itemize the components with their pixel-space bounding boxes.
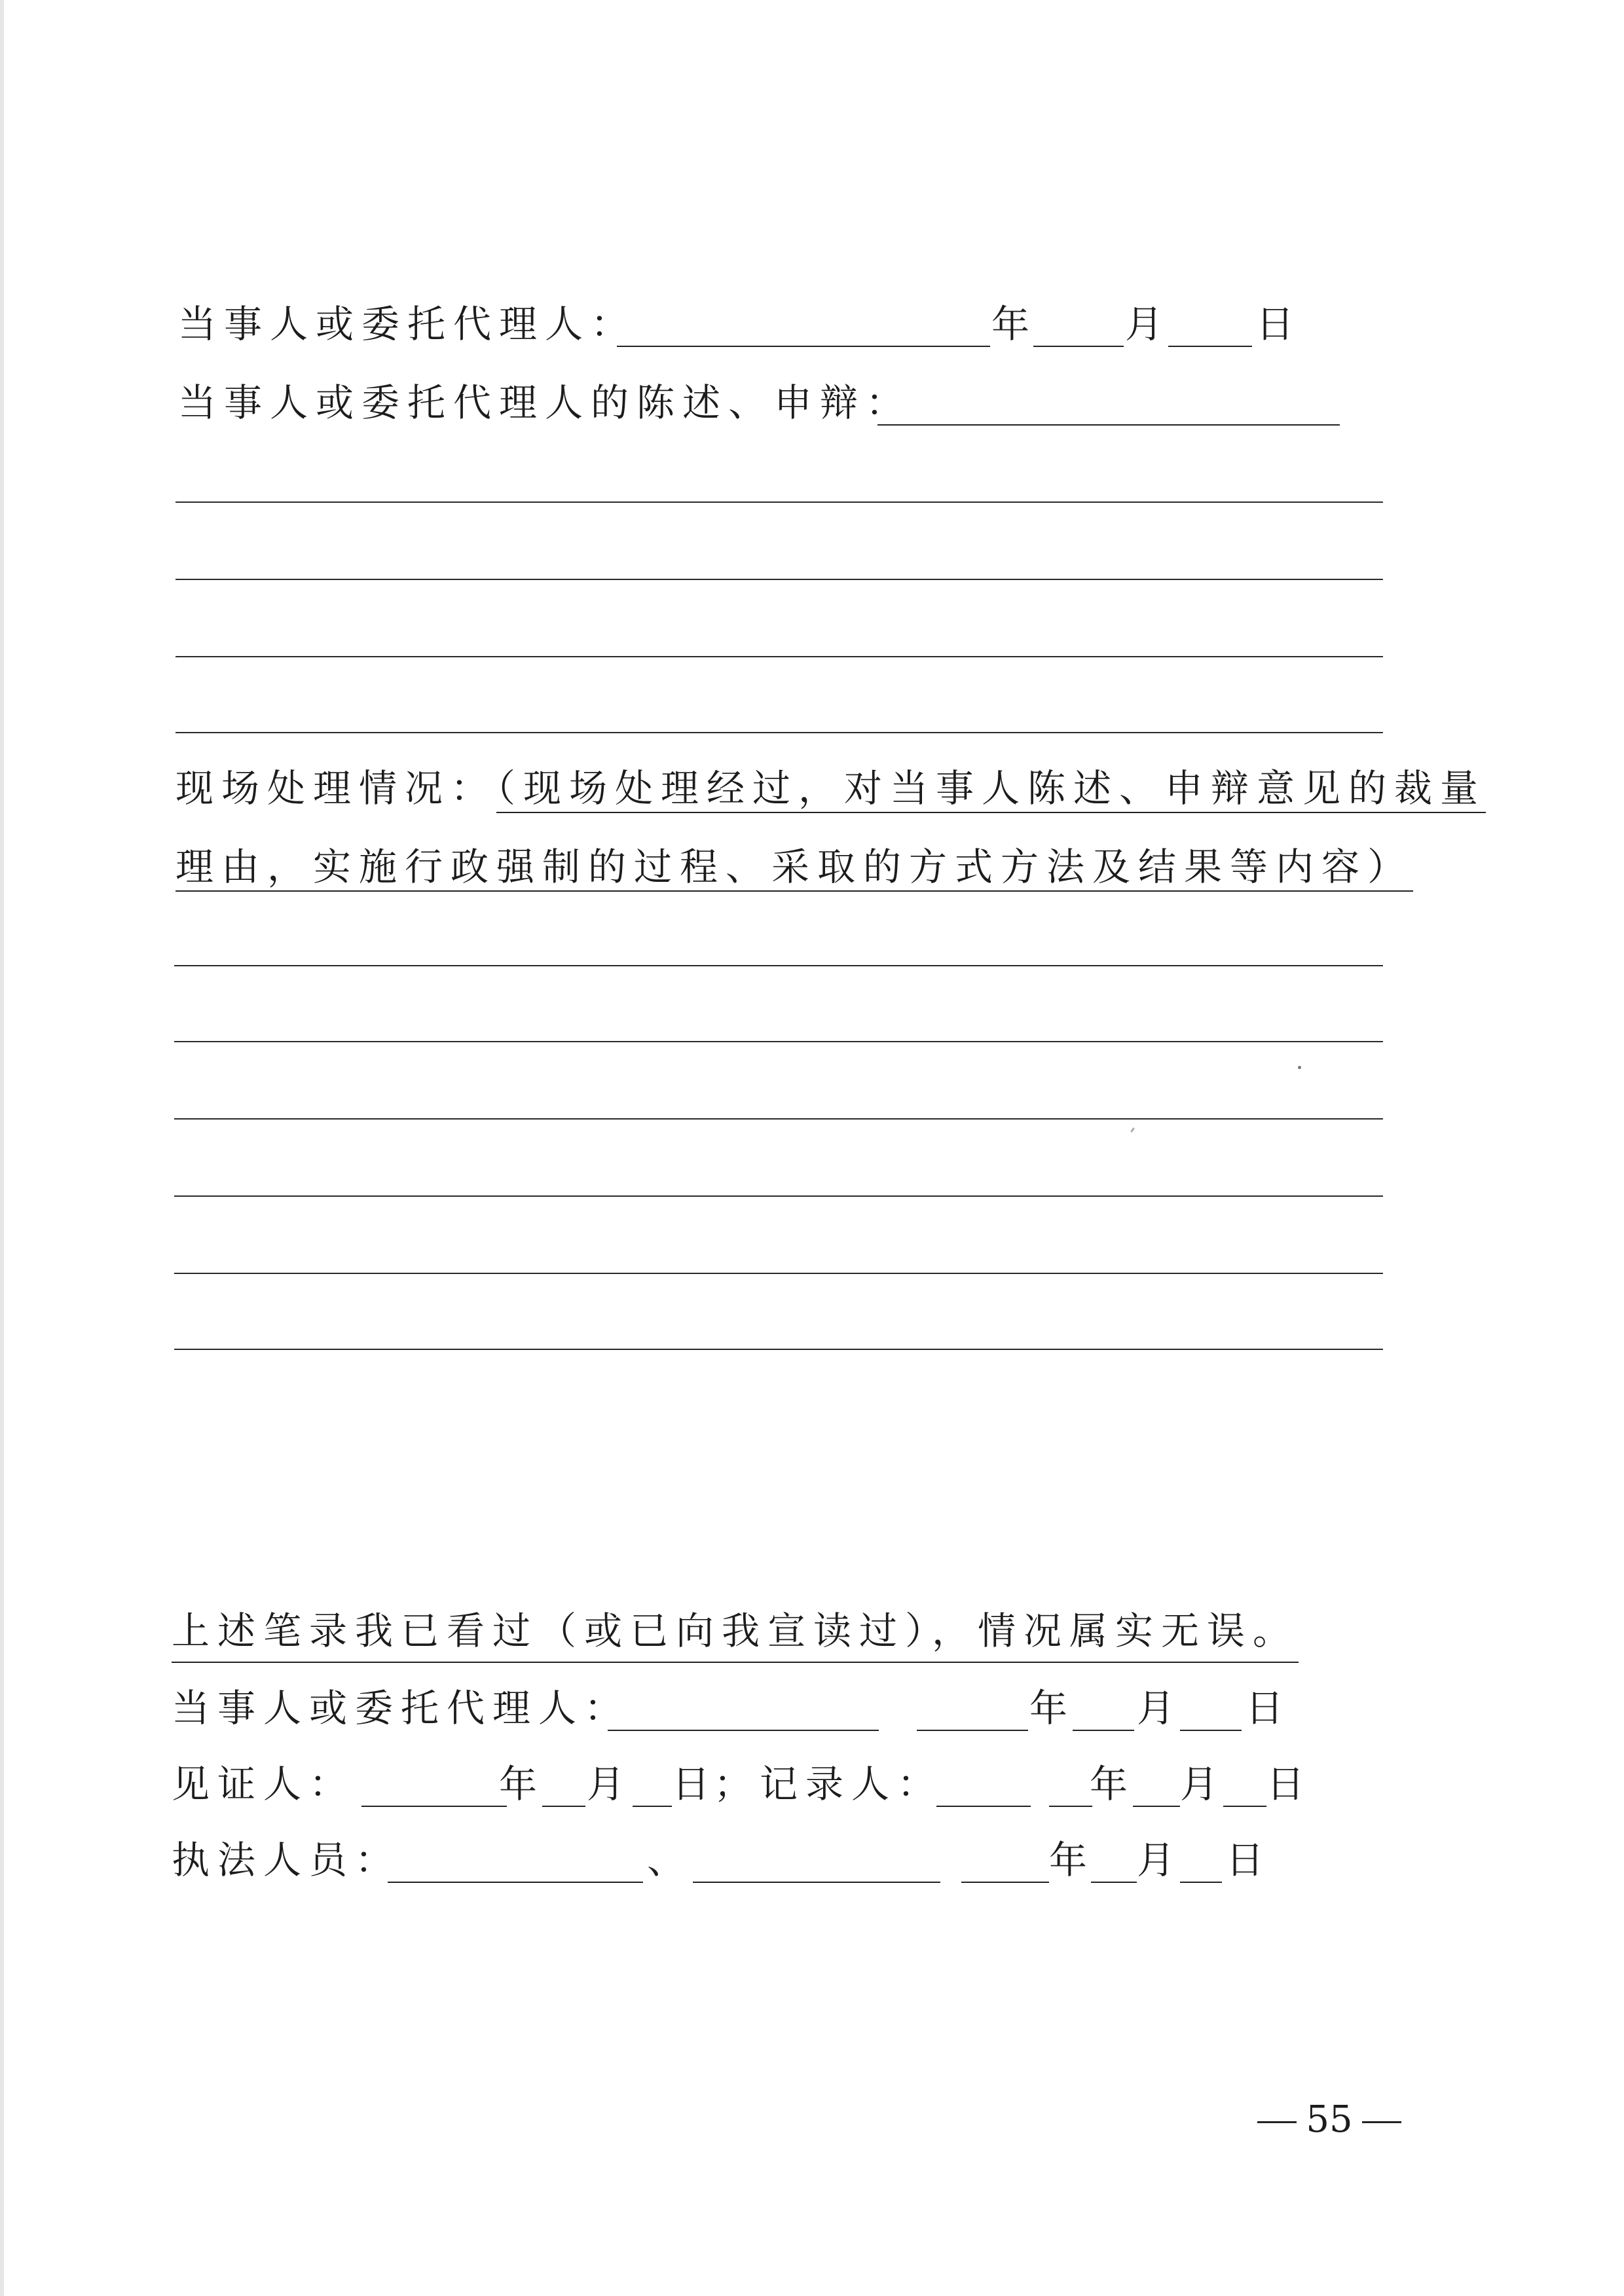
- witness-month-field[interactable]: [542, 1806, 585, 1807]
- onsite-hint-2: 理由，实施行政强制的过程、采取的方式方法及结果等内容）: [175, 845, 1413, 892]
- officer-day-label: 日: [1226, 1838, 1272, 1882]
- recorder-label: ；记录人：: [714, 1762, 944, 1806]
- onsite-line[interactable]: [174, 965, 1383, 966]
- confirm-party-label: 当事人或委托代理人：: [172, 1686, 631, 1730]
- witness-day-label: 日: [672, 1762, 718, 1806]
- officer-2-field[interactable]: [693, 1882, 940, 1883]
- confirm-year-label: 年: [1029, 1686, 1076, 1730]
- month-field[interactable]: [1033, 346, 1124, 347]
- witness-year-label: 年: [499, 1762, 545, 1806]
- onsite-line[interactable]: [174, 1273, 1383, 1274]
- officer-separator: 、: [647, 1838, 693, 1882]
- statement-field[interactable]: [877, 424, 1340, 426]
- onsite-line[interactable]: [174, 1118, 1383, 1120]
- statement-label: 当事人或委托代理人的陈述、申辩：: [178, 380, 912, 425]
- witness-name-field[interactable]: [361, 1806, 507, 1807]
- recorder-month-label: 月: [1180, 1762, 1227, 1806]
- onsite-line-1: [175, 749, 1486, 828]
- page-number: [1244, 2094, 1414, 2146]
- page-number-dash-right: [1362, 2121, 1401, 2123]
- statement-row: [178, 373, 1357, 432]
- day-field[interactable]: [1168, 346, 1252, 347]
- officer-day-field[interactable]: [1180, 1882, 1222, 1883]
- officer-month-field[interactable]: [1091, 1882, 1137, 1883]
- confirm-party-field[interactable]: [608, 1730, 879, 1731]
- confirm-statement: 上述笔录我已看过（或已向我宣读过），情况属实无误。: [172, 1601, 1299, 1663]
- party-signature-row: [178, 295, 1324, 354]
- statement-line[interactable]: [175, 732, 1383, 733]
- recorder-year-label: 年: [1090, 1762, 1136, 1806]
- confirm-party-row: [172, 1679, 1350, 1738]
- day-label: 日: [1256, 302, 1302, 346]
- onsite-line-2: [175, 828, 1420, 906]
- recorder-name-field[interactable]: [936, 1806, 1031, 1807]
- scan-speck: [1130, 1127, 1135, 1133]
- officer-row: [172, 1831, 1350, 1889]
- party-label: 当事人或委托代理人：: [178, 302, 637, 346]
- confirm-day-field[interactable]: [1180, 1730, 1242, 1731]
- year-field[interactable]: [880, 346, 990, 347]
- scan-speck: [1298, 1066, 1301, 1069]
- witness-recorder-row: [172, 1755, 1350, 1813]
- page-edge-shadow: [0, 0, 4, 2296]
- onsite-line[interactable]: [174, 1041, 1383, 1042]
- recorder-year-field[interactable]: [1049, 1806, 1092, 1807]
- page-number-value: 55: [1306, 2098, 1353, 2141]
- officer-1-field[interactable]: [388, 1882, 643, 1883]
- officer-label: 执法人员：: [172, 1838, 401, 1882]
- witness-day-field[interactable]: [633, 1806, 672, 1807]
- recorder-day-label: 日: [1266, 1762, 1313, 1806]
- recorder-month-field[interactable]: [1133, 1806, 1180, 1807]
- onsite-line[interactable]: [174, 1195, 1383, 1197]
- witness-label: 见证人：: [172, 1762, 356, 1806]
- onsite-handling-section: [175, 749, 1486, 906]
- recorder-day-field[interactable]: [1223, 1806, 1266, 1807]
- statement-line[interactable]: [175, 501, 1383, 503]
- onsite-hint-1: （现场处理经过，对当事人陈述、申辩意见的裁量: [496, 766, 1486, 813]
- officer-year-label: 年: [1049, 1838, 1096, 1882]
- page-number-dash-left: [1257, 2121, 1297, 2123]
- year-label: 年: [991, 302, 1038, 346]
- statement-line[interactable]: [175, 579, 1383, 580]
- officer-month-label: 月: [1137, 1838, 1183, 1882]
- confirm-day-label: 日: [1246, 1686, 1292, 1730]
- confirm-year-field[interactable]: [917, 1730, 1028, 1731]
- onsite-line[interactable]: [174, 1349, 1383, 1350]
- month-label: 月: [1125, 302, 1172, 346]
- statement-line[interactable]: [175, 656, 1383, 657]
- confirm-month-field[interactable]: [1073, 1730, 1134, 1731]
- officer-year-field[interactable]: [961, 1882, 1049, 1883]
- witness-month-label: 月: [587, 1762, 633, 1806]
- confirm-month-label: 月: [1137, 1686, 1183, 1730]
- onsite-label: 现场处理情况：: [175, 766, 497, 811]
- confirm-statement-row: [172, 1601, 1350, 1667]
